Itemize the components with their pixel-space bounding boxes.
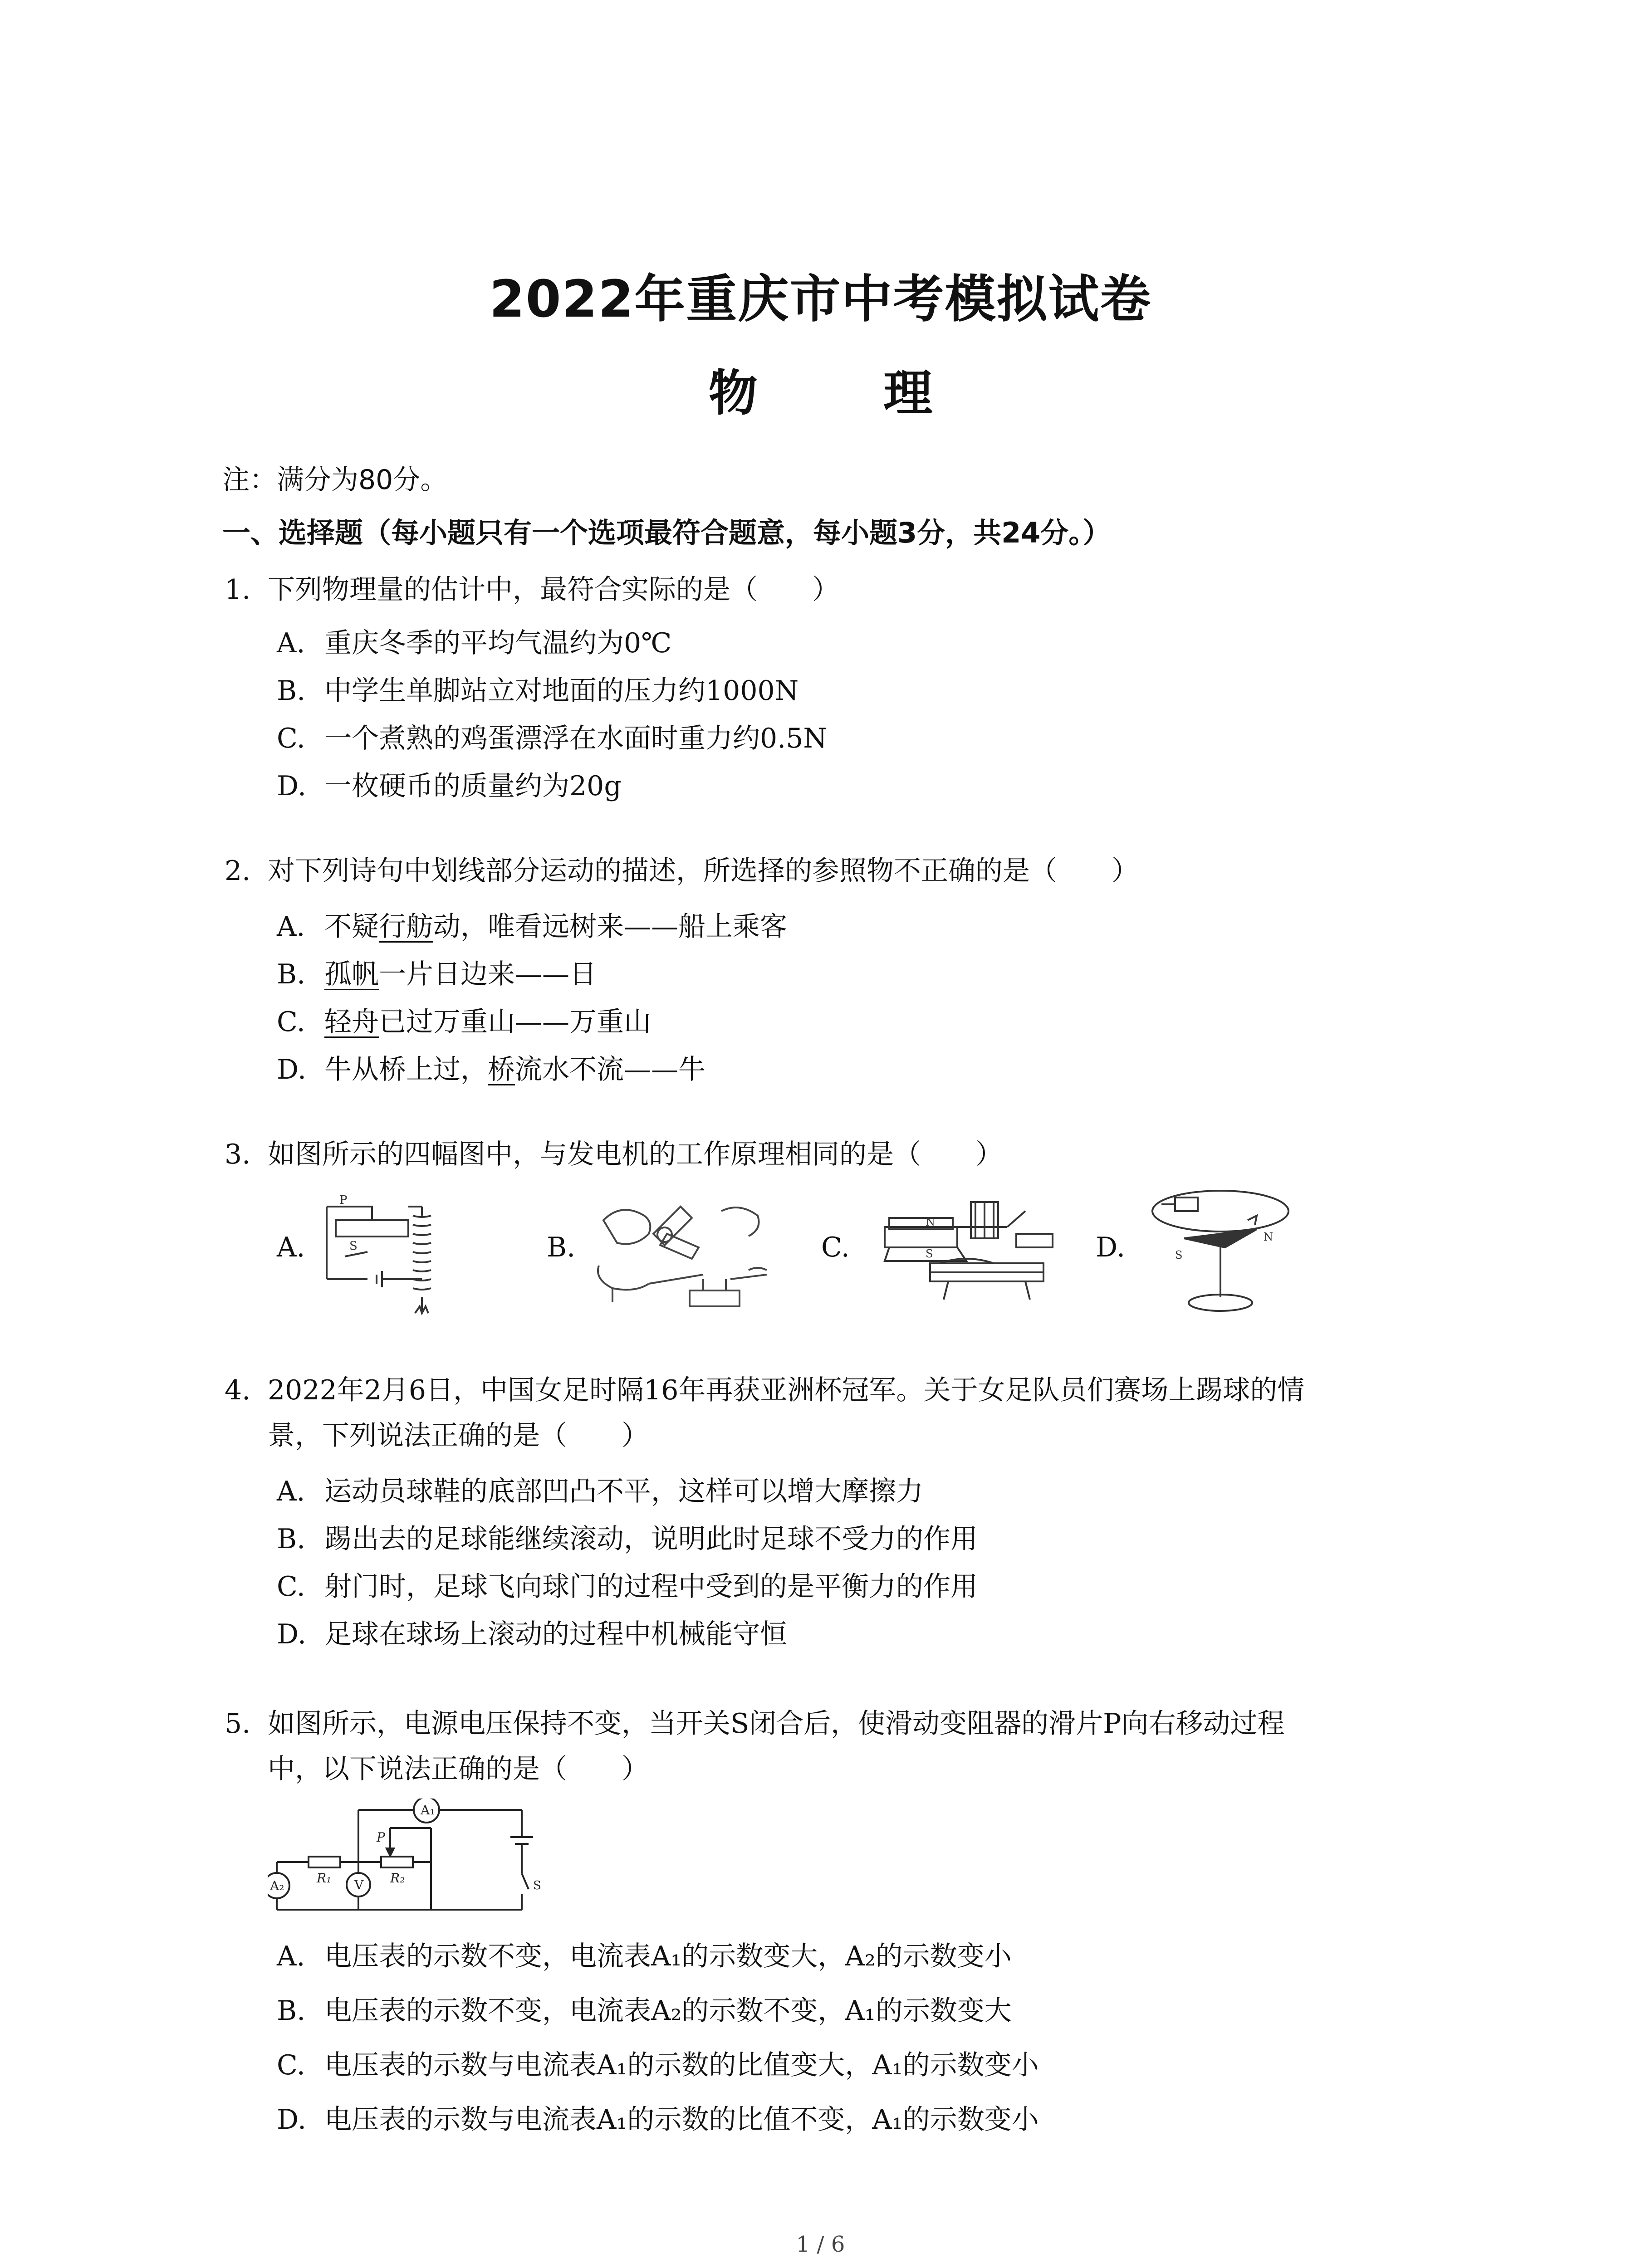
label-r1: R₁ (317, 1871, 332, 1886)
option-c: C. 射门时，足球飞向球门的过程中受到的是平衡力的作用 (277, 1571, 978, 1603)
option-d: D. 牛从桥上过，桥流水不流——牛 (277, 1054, 705, 1085)
question-number: 3. (225, 1139, 251, 1170)
option-a: A. 电压表的示数不变，电流表A₁的示数变大，A₂的示数变小 (277, 1941, 1012, 1972)
figure-oersted-compass (1143, 1184, 1298, 1320)
label-v: V (354, 1877, 364, 1892)
svg-text:P: P (339, 1193, 348, 1207)
option-d: D. 一枚硬币的质量约为20g (277, 770, 622, 802)
question-stem: 如图所示的四幅图中，与发电机的工作原理相同的是（ ） (268, 1139, 1003, 1170)
option-a: A. 运动员球鞋的底部凹凸不平，这样可以增大摩擦力 (277, 1476, 923, 1507)
question-5 (225, 1701, 1422, 1746)
question-1 (225, 574, 839, 606)
svg-text:S: S (926, 1247, 933, 1260)
question-stem: 对下列诗句中划线部分运动的描述，所选择的参照物不正确的是（ ） (268, 855, 1139, 887)
question-number: 5. (225, 1708, 251, 1740)
option-c: C. 一个煮熟的鸡蛋漂浮在水面时重力约0.5N (277, 723, 827, 754)
svg-text:S: S (1175, 1249, 1183, 1261)
label-p: P (377, 1830, 385, 1845)
figure-label-b: B. (547, 1232, 576, 1263)
question-number: 2. (225, 855, 251, 887)
label-a1: A₁ (421, 1803, 435, 1818)
page-number: 1 / 6 (796, 2232, 845, 2257)
figure-label-d: D. (1096, 1232, 1126, 1263)
question-2 (225, 857, 1139, 885)
question-stem-line-1: 如图所示，电源电压保持不变，当开关S闭合后，使滑动变阻器的滑片P向右移动过程 (268, 1708, 1285, 1740)
subject-title: 物 理 (708, 365, 987, 422)
svg-text:N: N (1264, 1231, 1273, 1243)
question-3 (225, 1141, 1003, 1168)
section-heading: 一、选择题（每小题只有一个选项最符合题意，每小题3分，共24分。） (222, 516, 1111, 549)
option-d: D. 电压表的示数与电流表A₁的示数的比值不变，A₁的示数变小 (277, 2104, 1039, 2136)
svg-text:N: N (926, 1216, 935, 1228)
option-b: B. 踢出去的足球能继续滚动，说明此时足球不受力的作用 (277, 1523, 978, 1555)
circuit-diagram (268, 1799, 549, 1921)
question-stem-line-1: 2022年2月6日，中国女足时隔16年再获亚洲杯冠军。关于女足队员们赛场上踢球的情 (268, 1374, 1305, 1406)
option-b: B. 孤帆一片日边来——日 (277, 958, 597, 990)
exam-title: 2022年重庆市中考模拟试卷 (489, 270, 1152, 329)
label-r2: R₂ (390, 1871, 405, 1886)
score-note: 注：满分为80分。 (222, 464, 448, 496)
question-stem: 下列物理量的估计中，最符合实际的是（ ） (268, 574, 839, 606)
option-c: C. 电压表的示数与电流表A₁的示数的比值变大，A₁的示数变小 (277, 2049, 1039, 2081)
question-4-line-2: 景，下列说法正确的是（ ） (268, 1420, 649, 1452)
option-a: A. 重庆冬季的平均气温约为0℃ (277, 627, 672, 659)
option-b: B. 中学生单脚站立对地面的压力约1000N (277, 675, 799, 707)
figure-label-c: C. (821, 1232, 850, 1263)
option-d: D. 足球在球场上滚动的过程中机械能守恒 (277, 1618, 787, 1650)
figure-electromagnet (318, 1188, 467, 1320)
figure-motor-model (876, 1184, 1066, 1320)
question-number: 4. (225, 1374, 251, 1406)
svg-text:S: S (349, 1239, 358, 1253)
option-a: A. 不疑行舫动，唯看远树来——船上乘客 (277, 911, 787, 943)
figure-hand-generator (585, 1184, 776, 1315)
question-number: 1. (225, 574, 251, 606)
option-b: B. 电压表的示数不变，电流表A₂的示数不变，A₁的示数变大 (277, 1995, 1012, 2027)
option-c: C. 轻舟已过万重山——万重山 (277, 1006, 651, 1038)
question-4 (225, 1368, 1422, 1413)
figure-label-a: A. (277, 1232, 305, 1263)
label-s: S (533, 1879, 541, 1892)
label-a2: A₂ (270, 1878, 284, 1893)
question-5-line-2: 中，以下说法正确的是（ ） (268, 1753, 649, 1785)
